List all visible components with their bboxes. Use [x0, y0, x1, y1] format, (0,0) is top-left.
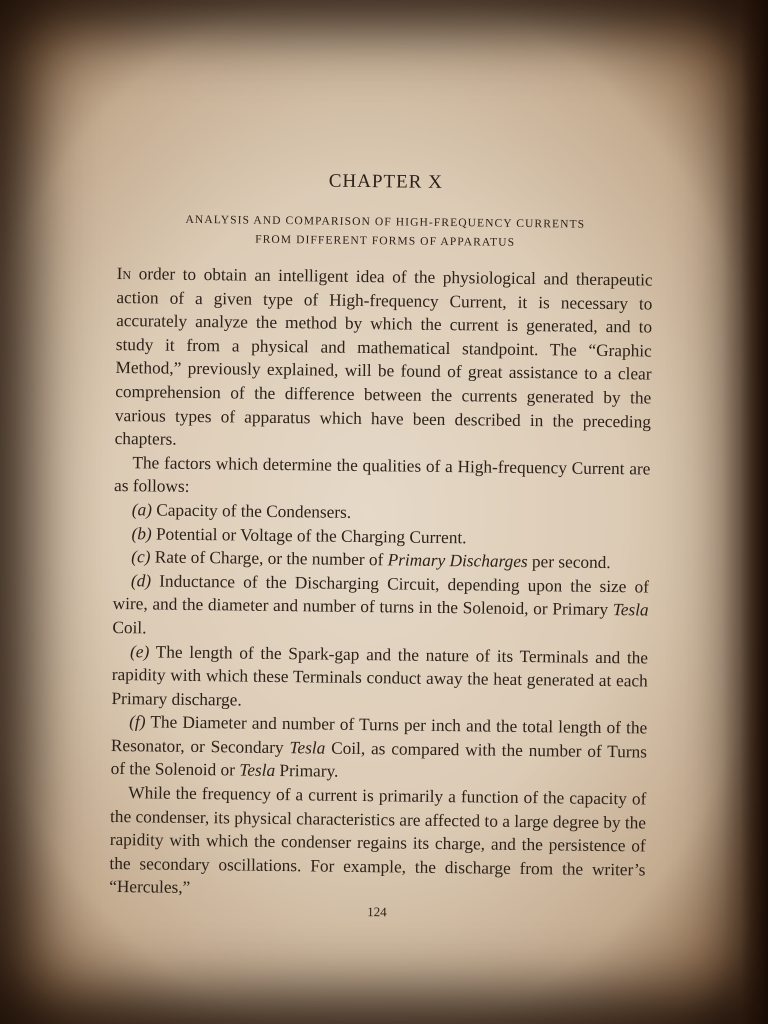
- factor-item-e: [111, 639, 648, 716]
- factor-italic-term: Tesla: [612, 600, 649, 620]
- factor-text: Inductance of the Discharging Circuit, depending upon the size of wire, and the diameter and number of turns in the Solenoid, or Primary: [112, 571, 650, 620]
- book-page-text: [109, 168, 654, 924]
- factor-item-f: [111, 710, 648, 787]
- factor-key: (f): [129, 712, 146, 732]
- factor-text: Rate of Charge, or the number of: [154, 547, 384, 570]
- factor-text-mid: Coil, as compared with the number of Turns of the Solenoid or: [110, 738, 648, 780]
- factor-text: Capacity of the Condensers.: [156, 500, 352, 522]
- factor-key: (a): [131, 500, 153, 520]
- factor-key: (e): [129, 641, 150, 661]
- factor-key: (b): [131, 523, 152, 543]
- factor-text: The length of the Spark-gap and the nature of its Terminals and the rapidity with which these Terminals conduct away the heat generated at each Primary discharge.: [111, 641, 649, 710]
- factor-key: (d): [130, 570, 152, 591]
- factor-key: (c): [131, 547, 151, 567]
- subtitle-line-1: ANALYSIS AND COMPARISON OF HIGH-FREQUENCY CURRENTS: [185, 213, 586, 231]
- closing-paragraph: While the frequency of a current is primarily a function of the capacity of the condenser, its physical characteristics are affected to a large degree by the rapidity with which the condenser regains its charge, and the persistence of the secondary oscillations. For example, the discharge from the writer’s “Hercules,”: [109, 783, 647, 898]
- factor-text-end: Primary.: [279, 761, 339, 782]
- intro-text: order to obtain an intelligent idea of the physiological and therapeutic action of a given type of High-frequency Current, it is necessary to accurately analyze the method by which the current is generated, and to study it from a physical and mathematical standpoint. The “Graphic Method,” previously explained, will be found of great assistance to a clear comprehension of the difference between the currents generated by the various types of apparatus which have been described in the preceding chapters.: [114, 264, 653, 449]
- page-number: 124: [367, 904, 387, 920]
- book-page-edge: [722, 0, 768, 1024]
- factor-italic-term: Tesla: [289, 738, 326, 758]
- chapter-subtitle: [117, 210, 653, 255]
- factor-italic-term-2: Tesla: [239, 760, 276, 781]
- factor-text-end: per second.: [531, 552, 611, 573]
- intro-paragraph: [115, 262, 653, 457]
- factor-text-end: Coil.: [112, 617, 147, 638]
- factors-intro: The factors which determine the qualities of a High-frequency Current are as follows:: [114, 452, 651, 497]
- factor-text: Potential or Voltage of the Charging Current.: [155, 524, 467, 547]
- factor-item-d: [112, 569, 649, 646]
- factor-text: The Diameter and number of Turns per inch and the total length of the Resonator, or Secondary: [110, 712, 648, 757]
- chapter-heading: CHAPTER X: [328, 170, 443, 193]
- factor-italic-term: Primary Discharges: [387, 550, 528, 572]
- subtitle-line-2: FROM DIFFERENT FORMS OF APPARATUS: [255, 233, 516, 249]
- intro-dropcap-word: In: [116, 263, 132, 284]
